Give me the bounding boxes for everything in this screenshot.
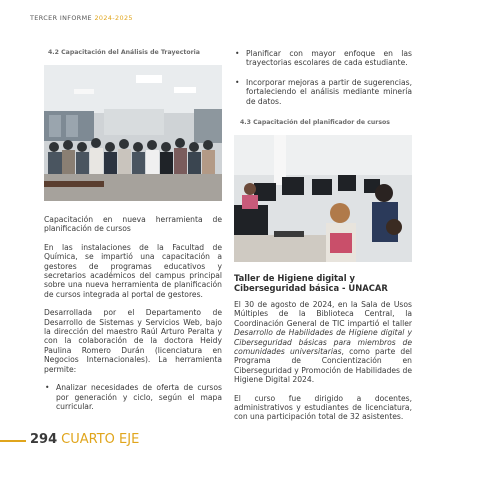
left-paragraph-2: Desarrollada por el Departamento de Desarrollo de Sistemas y Servicios Web, bajo la dirección del maestro Raúl Arturo Peralta y con la colaboración de la doctora Heidy Paulina Romero Durán (licenciatura en Negocios Internacionales). La herramienta permite:: [44, 308, 222, 374]
right-bullet-list: [234, 49, 412, 106]
right-column-text: [234, 300, 412, 422]
bullet-planificar: • Planificar con mayor enfoque en las trayectorias escolares de cada estudiante.: [234, 49, 412, 68]
training-photo-computer-lab: [234, 135, 412, 262]
right-bullets-text: [234, 49, 412, 114]
report-title: TERCER INFORME: [30, 14, 92, 22]
p1-lead: El 30 de agosto de 2024, en la Sala de Usos Múltiples de la Biblioteca Central, la Coordinación General de TIC impartió el taller: [234, 300, 412, 328]
report-years: 2024-2025: [94, 14, 133, 22]
bullet-analizar: • Analizar necesidades de oferta de cursos por generación y ciclo, según el mapa curricular.: [44, 383, 222, 411]
right-paragraph-2: El curso fue dirigido a docentes, administrativos y estudiantes de licenciatura, con una participación total de 32 asistentes.: [234, 393, 412, 422]
page-number: 294: [30, 432, 58, 447]
section-label: CUARTO EJE: [61, 432, 140, 447]
photo-caption-4-3: 4.3 Capacitación del planificador de cursos: [240, 119, 390, 126]
training-photo-classroom: [44, 65, 222, 201]
left-heading: Capacitación en nueva herramienta de planificación de cursos: [44, 215, 222, 234]
right-paragraph-1: [234, 300, 412, 385]
p1-workshop-title: Desarrollo de Habilidades de Higiene digital y Ciberseguridad básicas para miembros de comunidades universitarias: [234, 328, 412, 357]
left-paragraph-1: En las instalaciones de la Facultad de Química, se impartió una capacitación a gestores de programas educativos y secretarios académicos del campus principal sobre una nueva herramienta de planificación de cursos integrada al portal de gestores.: [44, 242, 222, 299]
photo-caption-4-2: 4.2 Capacitación del Análisis de Trayectoria: [48, 49, 200, 56]
workshop-heading: Taller de Higiene digital y Ciberseguridad básica - UNACAR: [234, 273, 388, 293]
bullet-incorporar: • Incorporar mejoras a partir de sugerencias, fortaleciendo el análisis mediante minería de datos.: [234, 78, 412, 106]
page-footer: [30, 432, 139, 447]
running-header: [30, 14, 133, 22]
left-column-text: [44, 215, 222, 419]
left-bullet-list: [44, 383, 222, 411]
p1-tail: , como parte del Programa de Concientización en Ciberseguridad y Promoción de Habilidades de Higiene Digital 2024.: [234, 347, 412, 385]
footer-rule: [0, 440, 26, 442]
